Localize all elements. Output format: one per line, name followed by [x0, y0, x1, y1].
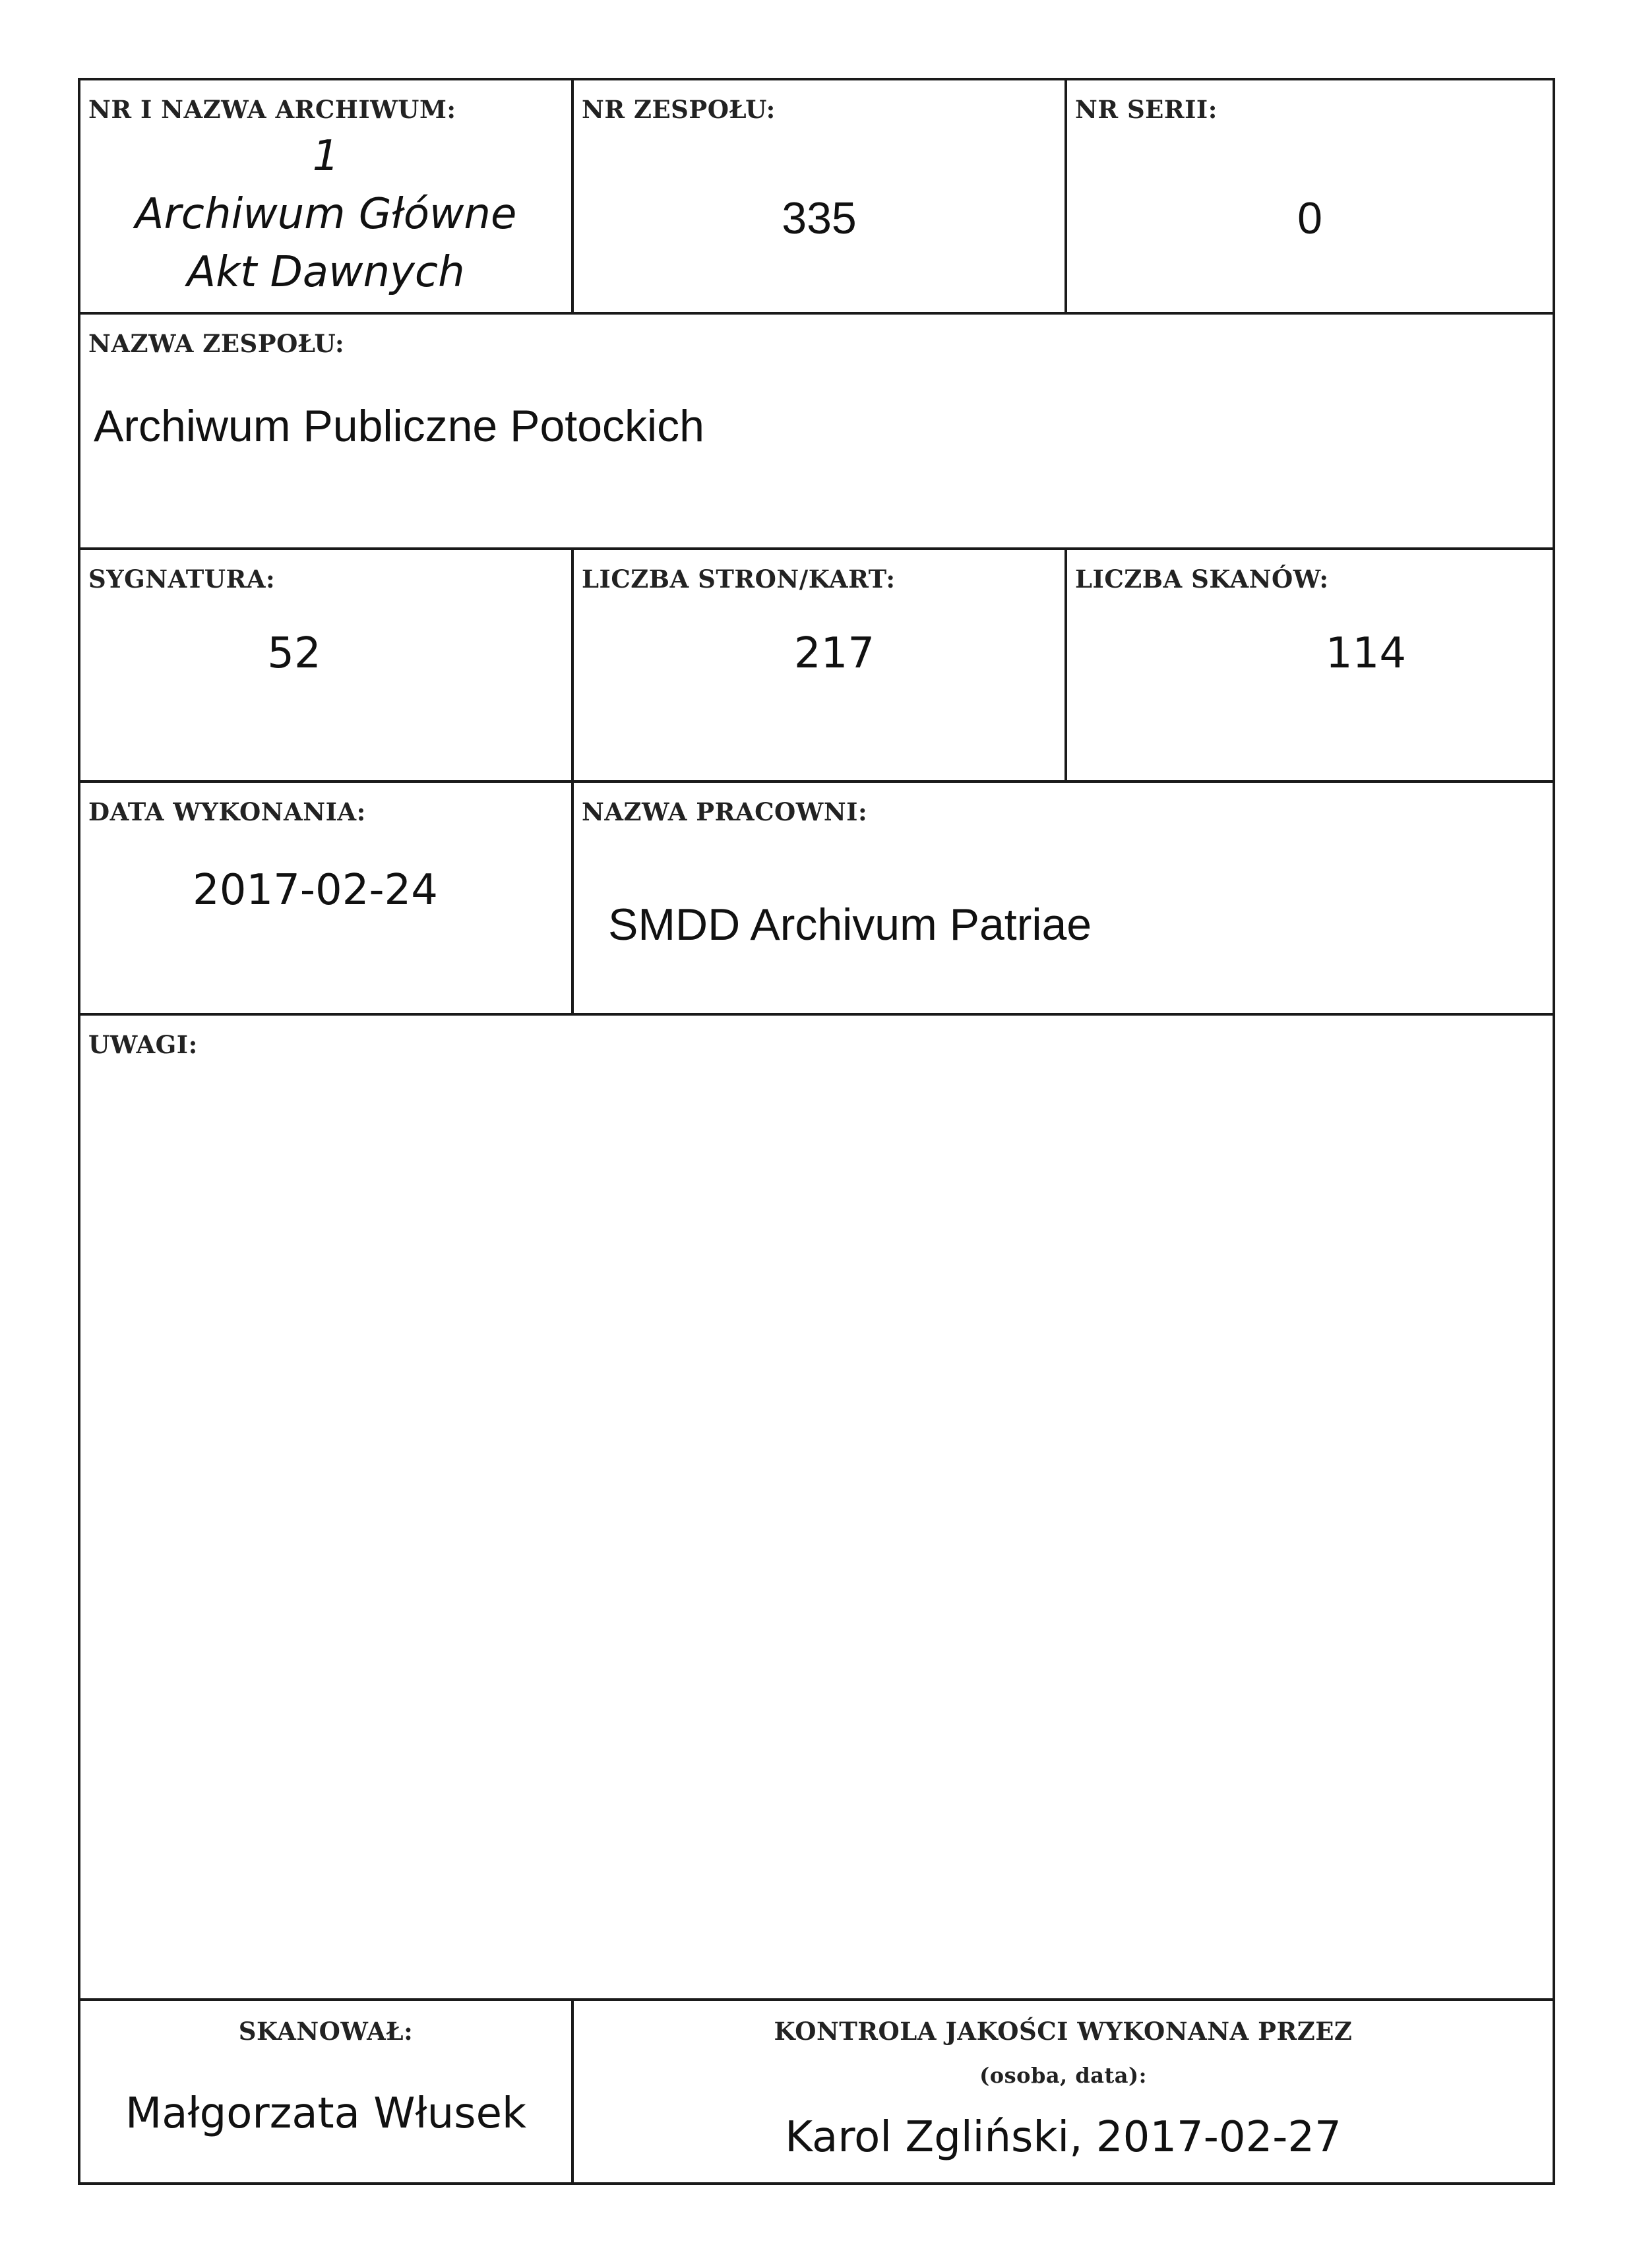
scan-count-label: LICZBA SKANÓW: — [1075, 565, 1329, 594]
fonds-number-label: NR ZESPOŁU: — [582, 95, 776, 124]
fonds-name-label: NAZWA ZESPOŁU: — [88, 329, 345, 358]
page-count-value: 217 — [793, 629, 875, 678]
remarks-cell — [80, 1016, 1553, 1998]
fonds-name-value: Archiwum Publiczne Potockich — [94, 401, 704, 451]
scanned-by-label: SKANOWAŁ: — [238, 2017, 414, 2046]
signature-cell — [80, 550, 571, 780]
archive-label: NR I NAZWA ARCHIWUM: — [88, 95, 456, 124]
quality-control-sublabel: (osoba, data): — [979, 2063, 1147, 2088]
archive-name-line1: Archiwum Główne — [135, 190, 517, 239]
series-number-value: 0 — [1297, 193, 1322, 243]
execution-date-cell — [80, 783, 571, 1013]
fonds-name-cell — [80, 315, 1553, 547]
signature-value: 52 — [267, 629, 321, 678]
quality-control-label: KONTROLA JAKOŚCI WYKONANA PRZEZ — [774, 2017, 1353, 2046]
fonds-number-value: 335 — [782, 193, 857, 243]
signature-label: SYGNATURA: — [88, 565, 276, 594]
studio-name-label: NAZWA PRACOWNI: — [582, 797, 868, 826]
execution-date-label: DATA WYKONANIA: — [88, 797, 366, 826]
archive-number: 1 — [312, 132, 340, 181]
page-count-cell — [574, 550, 1064, 780]
archive-name-line2: Akt Dawnych — [187, 248, 465, 297]
scanned-by-cell — [80, 2001, 571, 2185]
studio-name-cell — [574, 783, 1553, 1013]
series-number-cell — [1067, 80, 1553, 312]
remarks-label: UWAGI: — [88, 1030, 198, 1059]
archive-cell — [80, 80, 571, 312]
scanned-by-value: Małgorzata Włusek — [125, 2089, 526, 2138]
quality-control-value: Karol Zgliński, 2017-02-27 — [785, 2113, 1342, 2162]
series-number-label: NR SERII: — [1075, 95, 1218, 124]
page-count-label: LICZBA STRON/KART: — [582, 565, 896, 594]
quality-control-cell — [574, 2001, 1553, 2185]
execution-date-value: 2017-02-24 — [193, 866, 438, 915]
archive-metadata-form — [78, 78, 1555, 2185]
scan-count-value: 114 — [1325, 629, 1407, 678]
studio-name-value: SMDD Archivum Patriae — [608, 900, 1092, 950]
scan-count-cell — [1067, 550, 1553, 780]
fonds-number-cell — [574, 80, 1064, 312]
